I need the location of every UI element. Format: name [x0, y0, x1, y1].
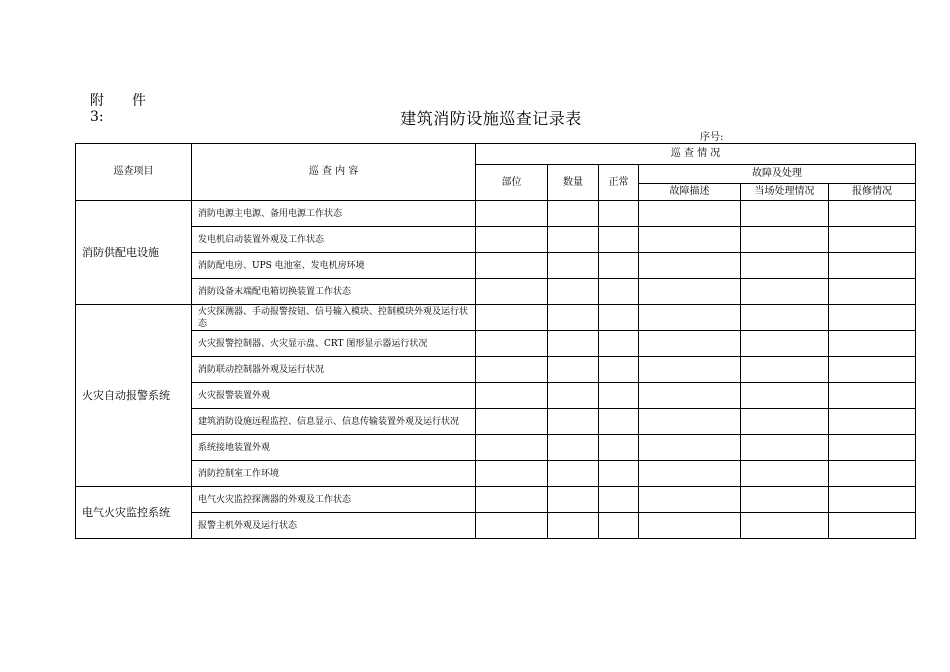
inspection-content-text: 系统接地装置外观	[198, 442, 271, 453]
location-cell[interactable]	[476, 513, 548, 539]
fault-description-cell[interactable]	[639, 305, 741, 331]
location-cell[interactable]	[476, 305, 548, 331]
normal-cell[interactable]	[599, 331, 639, 357]
header-fault-handling: 故障及处理	[639, 165, 916, 184]
location-cell[interactable]	[476, 435, 548, 461]
repair-status-cell[interactable]	[829, 279, 916, 305]
table-row	[76, 279, 916, 305]
inspection-content-cell	[192, 383, 476, 409]
inspection-content-text: 建筑消防设施远程监控、信息显示、信息传输装置外观及运行状况	[198, 416, 460, 427]
normal-cell[interactable]	[599, 201, 639, 227]
table-row	[76, 201, 916, 227]
quantity-cell[interactable]	[548, 409, 599, 435]
quantity-cell[interactable]	[548, 461, 599, 487]
normal-cell[interactable]	[599, 305, 639, 331]
inspection-content-cell	[192, 331, 476, 357]
inspection-content-cell	[192, 201, 476, 227]
repair-status-cell[interactable]	[829, 383, 916, 409]
normal-cell[interactable]	[599, 435, 639, 461]
location-cell[interactable]	[476, 461, 548, 487]
header-content: 巡 查 内 容	[192, 144, 476, 201]
fault-description-cell[interactable]	[639, 383, 741, 409]
inspection-content-text: 消防配电房、UPS 电池室、发电机房环境	[198, 260, 365, 271]
location-cell[interactable]	[476, 487, 548, 513]
category-name: 火灾自动报警系统	[76, 305, 192, 487]
location-cell[interactable]	[476, 409, 548, 435]
fault-description-cell[interactable]	[639, 331, 741, 357]
table-row	[76, 435, 916, 461]
normal-cell[interactable]	[599, 227, 639, 253]
category-name: 消防供配电设施	[76, 201, 192, 305]
fault-description-cell[interactable]	[639, 461, 741, 487]
page-title	[0, 106, 950, 129]
repair-status-cell[interactable]	[829, 227, 916, 253]
fault-description-cell[interactable]	[639, 253, 741, 279]
location-cell[interactable]	[476, 357, 548, 383]
onsite-handling-cell[interactable]	[741, 253, 829, 279]
quantity-cell[interactable]	[548, 227, 599, 253]
normal-cell[interactable]	[599, 409, 639, 435]
fault-description-cell[interactable]	[639, 227, 741, 253]
inspection-content-text: 电气火灾监控探测器的外观及工作状态	[198, 494, 352, 505]
header-item: 巡查项目	[76, 144, 192, 201]
inspection-content-cell	[192, 279, 476, 305]
location-cell[interactable]	[476, 279, 548, 305]
inspection-content-text: 报警主机外观及运行状态	[198, 520, 298, 531]
header-location: 部位	[476, 165, 548, 201]
normal-cell[interactable]	[599, 461, 639, 487]
quantity-cell[interactable]	[548, 357, 599, 383]
inspection-content-cell	[192, 357, 476, 383]
table-row	[76, 253, 916, 279]
onsite-handling-cell[interactable]	[741, 357, 829, 383]
category-name: 电气火灾监控系统	[76, 487, 192, 539]
quantity-cell[interactable]	[548, 383, 599, 409]
inspection-content-cell	[192, 435, 476, 461]
repair-status-cell[interactable]	[829, 201, 916, 227]
fault-description-cell[interactable]	[639, 201, 741, 227]
repair-status-cell[interactable]	[829, 305, 916, 331]
onsite-handling-cell[interactable]	[741, 487, 829, 513]
table-row	[76, 357, 916, 383]
repair-status-cell[interactable]	[829, 461, 916, 487]
inspection-content-text: 火灾报警控制器、火灾显示盘、CRT 图形显示器运行状况	[198, 338, 428, 349]
onsite-handling-cell[interactable]	[741, 513, 829, 539]
table-row	[76, 383, 916, 409]
fault-description-cell[interactable]	[639, 487, 741, 513]
inspection-content-text: 消防联动控制器外观及运行状况	[198, 364, 325, 375]
header-fault-description: 故障描述	[639, 184, 741, 201]
repair-status-cell[interactable]	[829, 487, 916, 513]
table-row	[76, 487, 916, 513]
repair-status-cell[interactable]	[829, 513, 916, 539]
onsite-handling-cell[interactable]	[741, 279, 829, 305]
inspection-content-text: 消防控制室工作环境	[198, 468, 280, 479]
quantity-cell[interactable]	[548, 513, 599, 539]
inspection-content-cell	[192, 461, 476, 487]
quantity-cell[interactable]	[548, 305, 599, 331]
onsite-handling-cell[interactable]	[741, 305, 829, 331]
table-row	[76, 461, 916, 487]
header-normal: 正常	[599, 165, 639, 201]
location-cell[interactable]	[476, 227, 548, 253]
table-row	[76, 305, 916, 331]
normal-cell[interactable]	[599, 513, 639, 539]
repair-status-cell[interactable]	[829, 409, 916, 435]
header-status: 巡 查 情 况	[476, 144, 916, 165]
inspection-content-cell	[192, 513, 476, 539]
inspection-content-text: 火灾探测器、手动报警按钮、信号输入模块、控制模块外观及运行状态	[198, 306, 469, 329]
normal-cell[interactable]	[599, 357, 639, 383]
quantity-cell[interactable]	[548, 331, 599, 357]
onsite-handling-cell[interactable]	[741, 331, 829, 357]
table-row	[76, 513, 916, 539]
header-onsite-handling: 当场处理情况	[741, 184, 829, 201]
repair-status-cell[interactable]	[829, 357, 916, 383]
page-title-text: 建筑消防设施巡查记录表	[400, 109, 582, 128]
quantity-cell[interactable]	[548, 487, 599, 513]
inspection-content-cell	[192, 409, 476, 435]
fault-description-cell[interactable]	[639, 357, 741, 383]
table-row	[76, 227, 916, 253]
location-cell[interactable]	[476, 383, 548, 409]
location-cell[interactable]	[476, 331, 548, 357]
onsite-handling-cell[interactable]	[741, 383, 829, 409]
table-row	[76, 409, 916, 435]
onsite-handling-cell[interactable]	[741, 461, 829, 487]
onsite-handling-cell[interactable]	[741, 435, 829, 461]
inspection-content-text: 发电机启动装置外观及工作状态	[198, 234, 325, 245]
onsite-handling-cell[interactable]	[741, 409, 829, 435]
inspection-content-text: 消防电源主电源、备用电源工作状态	[198, 208, 343, 219]
inspection-content-cell	[192, 253, 476, 279]
quantity-cell[interactable]	[548, 279, 599, 305]
location-cell[interactable]	[476, 253, 548, 279]
header-quantity: 数量	[548, 165, 599, 201]
quantity-cell[interactable]	[548, 253, 599, 279]
inspection-content-cell	[192, 487, 476, 513]
onsite-handling-cell[interactable]	[741, 227, 829, 253]
normal-cell[interactable]	[599, 487, 639, 513]
location-cell[interactable]	[476, 201, 548, 227]
fault-description-cell[interactable]	[639, 279, 741, 305]
onsite-handling-cell[interactable]	[741, 201, 829, 227]
attachment-line2: 3:	[90, 109, 104, 125]
normal-cell[interactable]	[599, 253, 639, 279]
inspection-content-cell	[192, 227, 476, 253]
normal-cell[interactable]	[599, 279, 639, 305]
repair-status-cell[interactable]	[829, 253, 916, 279]
quantity-cell[interactable]	[548, 201, 599, 227]
inspection-content-cell	[192, 305, 476, 331]
fault-description-cell[interactable]	[639, 513, 741, 539]
fault-description-cell[interactable]	[639, 409, 741, 435]
repair-status-cell[interactable]	[829, 331, 916, 357]
quantity-cell[interactable]	[548, 435, 599, 461]
serial-number-label: 序号:	[700, 132, 724, 143]
table-row	[76, 331, 916, 357]
repair-status-cell[interactable]	[829, 435, 916, 461]
fault-description-cell[interactable]	[639, 435, 741, 461]
attachment-line1: 附 件	[90, 93, 146, 109]
inspection-content-text: 消防设备末端配电箱切换装置工作状态	[198, 286, 352, 297]
header-repair-status: 报修情况	[829, 184, 916, 201]
inspection-content-text: 火灾报警装置外观	[198, 390, 271, 401]
normal-cell[interactable]	[599, 383, 639, 409]
inspection-table	[75, 143, 916, 539]
